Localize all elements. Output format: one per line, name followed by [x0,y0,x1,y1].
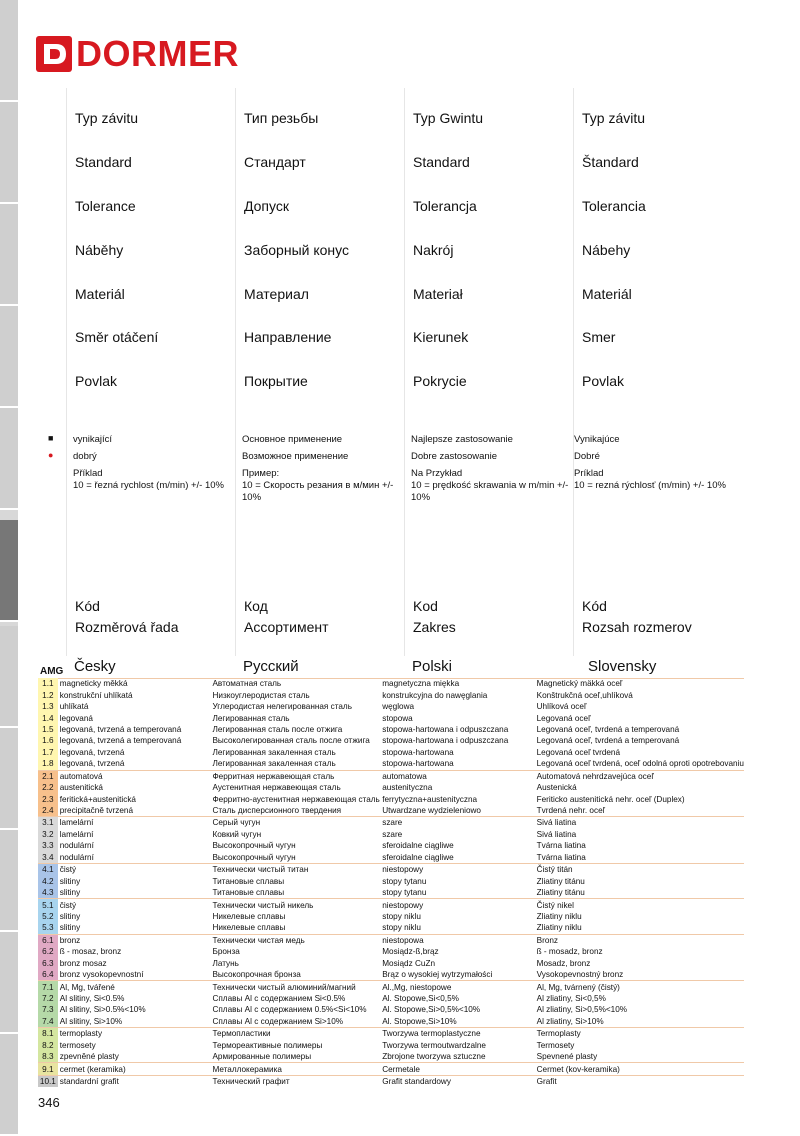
amg-code: 7.2 [38,993,58,1004]
material-slovak: Spevnené plasty [536,1052,598,1062]
material-czech: bronz [58,934,211,946]
amg-code: 3.2 [38,829,58,840]
material-slovak: Termoplasty [535,1028,744,1040]
material-slovak: Čistý nikel [535,899,744,911]
page-number: 346 [38,1095,60,1110]
legend-column [573,88,743,656]
example-label: Na Przykład [411,468,463,479]
amg-row [38,805,744,817]
material-slovak: Legovaná oceľ, tvrdená a temperovaná [536,736,680,746]
amg-code: 6.4 [38,969,58,981]
material-polish: konstrukcyjna do nawęglania [382,690,488,700]
material-czech: slitiny [59,876,81,886]
thread-type-label: Typ závitu [582,110,646,126]
side-tab [0,626,18,728]
material-czech: feritická+austenitická [59,794,136,804]
range-label: Zakres [413,619,456,635]
standard-label: Štandard [582,154,639,170]
material-russian: Низкоуглеродистая сталь [212,690,310,700]
amg-row [38,770,744,782]
range-label: Ассортимент [244,619,329,635]
side-tab [0,102,18,204]
material-slovak: Tvárna liatina [536,852,586,862]
material-czech: precipitačně tvrzená [59,806,134,816]
material-slovak: Al zliatiny, Si>10% [536,1016,604,1026]
good-label: Возможное применение [242,451,349,462]
material-slovak: Čistý titán [535,864,744,876]
material-slovak: Mosadz, bronz [536,958,591,968]
example-text: 10 = Скорость резания в м/мин +/- 10% [242,480,394,503]
amg-header-row [38,658,744,679]
side-tab [0,306,18,408]
material-russian: Технически чистая медь [210,934,380,946]
material-czech: Al slitiny, Si<0.5% [59,994,125,1004]
amg-row [38,852,744,864]
material-slovak: Sivá liatina [535,817,744,829]
side-tab [0,932,18,1034]
material-polish: Al. Stopowe,Si>0,5%<10% [382,1005,481,1015]
language-slovak: Slovensky [588,658,657,675]
material-polish: Mosiądz-ß,brąz [382,947,439,957]
coating-label: Povlak [75,373,118,389]
tolerance-label: Tolerancja [413,198,477,214]
dormer-logo [36,33,239,74]
amg-row [38,1028,744,1040]
material-czech: termoplasty [58,1028,211,1040]
amg-code: 6.2 [38,946,58,957]
material-label: Materiał [413,286,463,302]
amg-row [38,758,744,770]
amg-row [38,1004,744,1015]
coating-label: Povlak [582,373,625,389]
material-czech: termosety [59,1040,96,1050]
material-russian: Термореактивные полимеры [212,1040,323,1050]
material-czech: legovaná, tvrzená [59,747,125,757]
amg-code: 6.1 [38,934,58,946]
material-slovak: Zliatiny niklu [536,923,582,933]
material-czech: nodulární [59,841,94,851]
good-marker-icon: ● [48,450,54,460]
material-label: Materiál [75,286,125,302]
amg-row [38,1040,744,1051]
material-czech: legovaná, tvrzená a temperovaná [59,736,182,746]
amg-row [38,934,744,946]
material-slovak: Tvrdená nehr. oceľ [536,806,606,816]
material-russian: Высоколегированная сталь после отжига [212,736,370,746]
material-polish: stopowa-hartowana i odpuszczana [382,736,509,746]
legend-column [235,88,405,656]
amg-row [38,887,744,899]
material-polish: stopy niklu [382,911,421,921]
amg-code: 5.2 [38,911,58,922]
amg-code: 3.1 [38,817,58,829]
material-slovak: Uhlíková oceľ [536,702,587,712]
amg-row [38,981,744,993]
amg-row [38,958,744,969]
material-polish: automatowa [380,770,534,782]
material-polish: stopy niklu [382,923,421,933]
amg-code: 8.3 [38,1051,58,1063]
material-russian: Легированная сталь [212,713,290,723]
amg-row [38,712,744,723]
material-russian: Технически чистый алюминий/магний [210,981,380,993]
material-slovak: Al, Mg, tvárnený (čistý) [535,981,744,993]
excellent-label: Vynikajúce [574,434,620,445]
material-polish: ferrytyczna+austenityczna [382,794,478,804]
amg-row [38,946,744,957]
material-polish: stopy tytanu [382,876,427,886]
amg-row [38,911,744,922]
side-tab [0,204,18,306]
material-label: Материал [244,286,309,302]
material-russian: Бронза [212,947,240,957]
amg-code: 1.7 [38,747,58,758]
material-slovak: Al zliatiny, Si>0,5%<10% [536,1005,628,1015]
material-russian: Сталь дисперсионного твердения [212,806,342,816]
amg-row [38,747,744,758]
amg-code: 6.3 [38,958,58,969]
material-russian: Металлокерамика [210,1063,380,1075]
material-czech: lamelární [58,817,211,829]
material-russian: Легированная сталь после отжига [212,724,343,734]
material-czech: nodulární [59,852,94,862]
amg-code: 1.5 [38,724,58,735]
language-russian: Русский [243,658,299,675]
material-polish: Utwardzane wydzieleniowo [382,806,481,816]
amg-code: 5.3 [38,922,58,934]
amg-row [38,875,744,886]
material-polish: szare [382,829,403,839]
material-russian: Технический графит [210,1075,380,1087]
material-russian: Титановые сплавы [212,888,285,898]
side-tab [0,830,18,932]
material-russian: Латунь [212,958,239,968]
language-polish: Polski [412,658,453,675]
material-slovak: Bronz [535,934,744,946]
material-russian: Высокопрочная бронза [212,970,301,980]
material-czech: legovaná, tvrzená [59,759,125,769]
side-tab-strip [0,0,18,1132]
coating-label: Pokrycie [413,373,467,389]
material-russian: Ковкий чугун [212,829,262,839]
material-czech: slitiny [59,911,81,921]
material-slovak: Zliatiny titánu [536,876,585,886]
good-label: Dobre zastosowanie [411,451,498,462]
material-slovak: Konštrukčná oceľ,uhlíková [536,690,633,700]
amg-row [38,1016,744,1028]
material-russian: Термопластики [210,1028,380,1040]
example-text: 10 = rezná rýchlosť (m/min) +/- 10% [574,480,726,491]
amg-code: 3.4 [38,852,58,864]
material-label: Materiál [582,286,632,302]
amg-row [38,1051,744,1063]
material-czech: ß - mosaz, bronz [59,947,122,957]
material-russian: Легированная закаленная сталь [212,759,336,769]
amg-code: 1.3 [38,701,58,712]
side-tab-active [0,520,18,622]
tolerance-label: Tolerancia [582,198,646,214]
material-czech: lamelární [59,829,94,839]
thread-type-label: Typ Gwintu [413,110,484,126]
coating-label: Покрытие [244,373,308,389]
legend-column [66,88,236,656]
amg-code: 4.2 [38,875,58,886]
material-czech: konstrukční uhlíkatá [59,690,133,700]
material-polish: stopowa-hartowana [382,759,454,769]
standard-label: Standard [413,154,470,170]
material-polish: stopowa [382,713,413,723]
material-russian: Армированные полимеры [212,1052,312,1062]
example-label: Príklad [574,468,604,479]
material-slovak: Al zliatiny, Si<0,5% [536,994,606,1004]
material-polish: niestopowa [380,934,534,946]
material-russian: Никелевые сплавы [212,911,286,921]
amg-label: AMG [40,666,64,677]
material-polish: Tworzywa termoplastyczne [380,1028,534,1040]
material-polish: stopowa-hartowana [382,747,454,757]
material-slovak: Cermet (kov-keramika) [535,1063,744,1075]
material-slovak: Tvárna liatina [536,841,586,851]
amg-code: 1.2 [38,689,58,700]
material-polish: magnetyczna miękka [382,679,460,689]
material-slovak: Austenická [536,783,577,793]
amg-code: 9.1 [38,1063,58,1075]
material-russian: Сплавы Al с содержанием Si<0.5% [212,994,346,1004]
material-russian: Высокопрочный чугун [212,852,296,862]
amg-code: 4.1 [38,864,58,876]
excellent-label: vynikající [73,434,113,445]
material-polish: sferoidalne ciągliwe [382,841,454,851]
material-slovak: Termosety [536,1040,575,1050]
amg-row [38,864,744,876]
tolerance-label: Tolerance [75,198,136,214]
amg-code: 7.3 [38,1004,58,1015]
material-polish: Al. Stopowe,Si>10% [382,1016,457,1026]
material-polish: Cermetale [380,1063,534,1075]
legend-column [404,88,574,656]
material-slovak: Legovaná oceľ, tvrdená a temperovaná [536,724,680,734]
material-russian: Аустенитная нержавеющая сталь [212,783,341,793]
material-russian: Высокопрочный чугун [212,841,296,851]
material-russian: Сплавы Al с содержанием 0.5%<Si<10% [212,1005,367,1015]
good-label: dobrý [73,451,97,462]
amg-code: 2.1 [38,770,58,782]
code-label: Kod [413,598,438,614]
material-russian: Титановые сплавы [212,876,285,886]
material-russian: Сплавы Al с содержанием Si>10% [212,1016,344,1026]
code-label: Kód [75,598,100,614]
chamfer-label: Заборный конус [244,242,349,258]
amg-code: 1.8 [38,758,58,770]
material-czech: magneticky měkká [59,679,128,689]
amg-row [38,689,744,700]
amg-row [38,735,744,746]
material-czech: legovaná [59,713,93,723]
material-czech: bronz mosaz [59,958,107,968]
amg-code: 7.1 [38,981,58,993]
amg-row [38,899,744,911]
amg-code: 3.3 [38,840,58,851]
material-slovak: Feriticko austenitická nehr. oceľ (Duplex) [536,794,685,804]
material-polish: Zbrojone tworzywa sztuczne [382,1052,486,1062]
material-polish: Brąz o wysokiej wytrzymałości [382,970,493,980]
amg-row [38,701,744,712]
material-russian: Технически чистый титан [210,864,380,876]
material-czech: slitiny [59,888,81,898]
material-russian: Серый чугун [210,817,380,829]
material-polish: Tworzywa termoutwardzalne [382,1040,486,1050]
range-label: Rozměrová řada [75,619,179,635]
code-label: Kód [582,598,607,614]
material-polish: Al. Stopowe,Si<0,5% [382,994,459,1004]
amg-code: 4.3 [38,887,58,899]
amg-row [38,969,744,981]
material-polish: węglowa [382,702,415,712]
material-russian: Углеродистая нелегированная сталь [212,702,352,712]
chamfer-label: Nábehy [582,242,631,258]
material-russian: Никелевые сплавы [212,923,286,933]
direction-label: Směr otáčení [75,329,159,345]
direction-label: Smer [582,329,616,345]
dormer-logo-icon [36,36,72,72]
chamfer-label: Náběhy [75,242,124,258]
direction-label: Kierunek [413,329,469,345]
material-polish: austenityczna [382,783,433,793]
amg-row [38,678,744,689]
thread-type-label: Typ závitu [75,110,139,126]
material-slovak: Magnetický mäkká oceľ [536,679,623,689]
amg-row [38,724,744,735]
amg-row [38,1075,744,1087]
material-polish: stopowa-hartowana i odpuszczana [382,724,509,734]
standard-label: Standard [75,154,132,170]
material-slovak: Vysokopevnostný bronz [536,970,624,980]
side-tab [0,728,18,830]
material-russian: Ферритная нержавеющая сталь [210,770,380,782]
amg-code: 5.1 [38,899,58,911]
example-text: 10 = řezná rychlost (m/min) +/- 10% [73,480,224,491]
material-czech: standardní grafit [58,1075,211,1087]
material-czech: uhlíkatá [59,702,89,712]
material-slovak: Automatová nehrdzavejúca oceľ [535,770,744,782]
amg-code: 2.2 [38,782,58,793]
amg-code: 1.4 [38,712,58,723]
amg-code: 7.4 [38,1016,58,1028]
amg-row [38,817,744,829]
tolerance-label: Допуск [244,198,289,214]
amg-code: 10.1 [39,1077,56,1087]
material-russian: Автоматная сталь [212,679,282,689]
excellent-label: Najlepsze zastosowanie [411,434,513,445]
material-slovak: Sivá liatina [536,829,577,839]
material-polish: szare [380,817,534,829]
material-polish: Mosiądz CuZn [382,958,436,968]
material-czech: čistý [58,899,211,911]
material-slovak: Zliatiny titánu [536,888,585,898]
material-czech: bronz vysokopevnostní [59,970,144,980]
example-text: 10 = prędkość skrawania w m/min +/- 10% [411,480,569,503]
direction-label: Направление [244,329,332,345]
standard-label: Стандарт [244,154,306,170]
material-slovak: Zliatiny niklu [536,911,582,921]
amg-row [38,793,744,804]
material-russian: Ферритно-аустенитная нержавеющая сталь [212,794,380,804]
amg-row [38,922,744,934]
brand-name: DORMER [76,33,239,74]
legend-grid [48,88,742,656]
example-label: Пример: [242,468,280,479]
material-russian: Легированная закаленная сталь [212,747,336,757]
material-czech: Al slitiny, Si>10% [59,1016,123,1026]
material-polish: sferoidalne ciągliwe [382,852,454,862]
material-czech: Al slitiny, Si>0.5%<10% [59,1005,146,1015]
excellent-marker-icon: ■ [48,433,54,443]
amg-row [38,840,744,851]
material-czech: automatová [58,770,211,782]
amg-row [38,829,744,840]
material-russian: Технически чистый никель [210,899,380,911]
material-polish: niestopowy [380,899,534,911]
material-polish: Al.,Mg, niestopowe [380,981,534,993]
side-tab [0,1034,18,1136]
amg-code: 8.1 [38,1028,58,1040]
excellent-label: Основное применение [242,434,343,445]
thread-type-label: Тип резьбы [244,110,319,126]
material-slovak: Legovaná oceľ [536,713,591,723]
amg-code: 2.3 [38,793,58,804]
range-label: Rozsah rozmerov [582,619,692,635]
material-czech: austenitická [59,783,103,793]
language-czech: Česky [74,658,116,675]
side-tab [0,0,18,102]
material-slovak: Grafit [535,1075,744,1087]
material-czech: slitiny [59,923,81,933]
material-slovak: Legovaná oceľ tvrdená, oceľ odolná oproti opotrebovaniu [536,759,744,769]
material-czech: Al, Mg, tvářené [58,981,211,993]
material-czech: legovaná, tvrzená a temperovaná [59,724,182,734]
amg-material-table [38,678,744,1087]
material-slovak: Legovaná oceľ tvrdená [536,747,621,757]
amg-row [38,1063,744,1075]
material-polish: stopy tytanu [382,888,427,898]
amg-code: 8.2 [38,1040,58,1051]
amg-code: 2.4 [38,805,58,817]
material-polish: Grafit standardowy [380,1075,534,1087]
amg-code: 1.6 [38,735,58,746]
material-slovak: ß - mosadz, bronz [536,947,603,957]
side-tab [0,408,18,510]
good-label: Dobré [574,451,600,462]
amg-code: 1.1 [38,678,58,689]
material-polish: niestopowy [380,864,534,876]
material-czech: zpevněné plasty [59,1052,119,1062]
code-label: Код [244,598,268,614]
example-label: Příklad [73,468,103,479]
chamfer-label: Nakrój [413,242,454,258]
material-czech: cermet (keramika) [58,1063,211,1075]
amg-row [38,993,744,1004]
amg-row [38,782,744,793]
material-czech: čistý [58,864,211,876]
